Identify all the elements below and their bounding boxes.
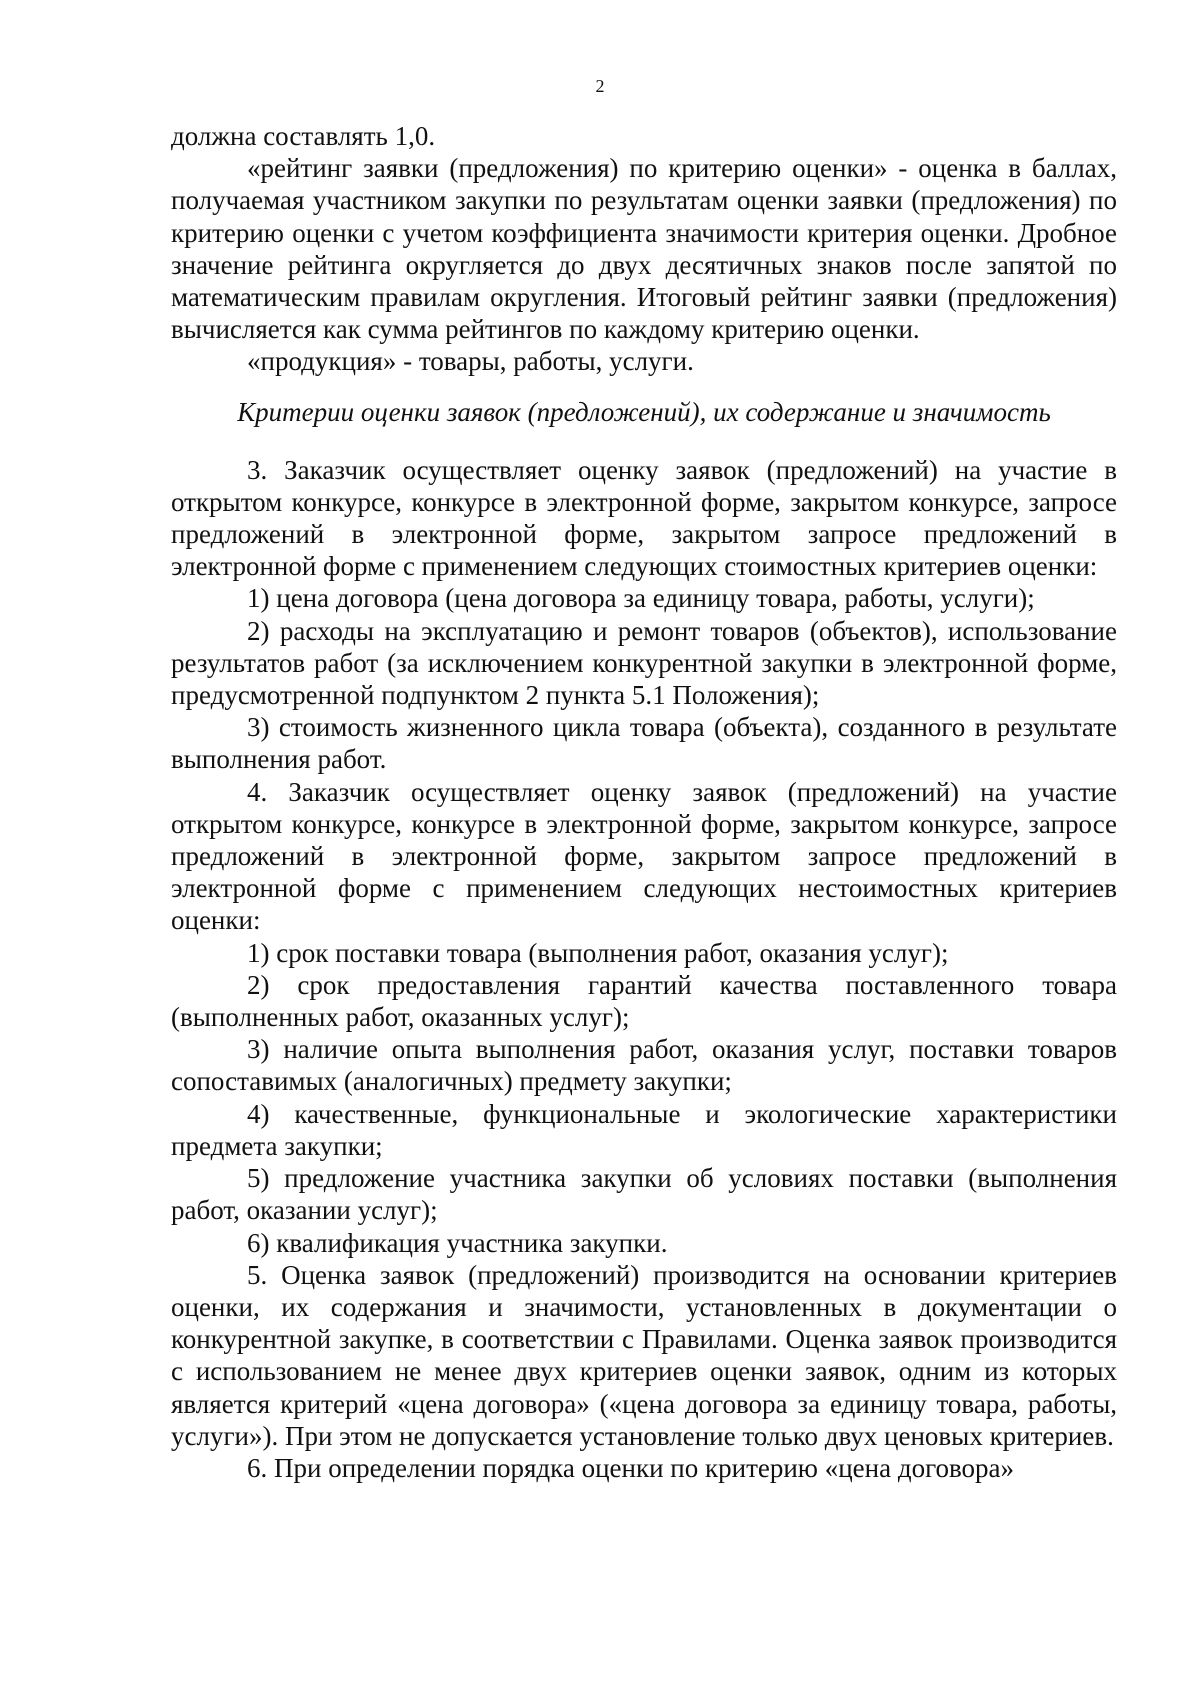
paragraph: «продукция» - товары, работы, услуги.: [247, 346, 694, 377]
section-heading: Критерии оценки заявок (предложений), их содержание и значимость: [237, 396, 1051, 427]
paragraph: «рейтинг заявки (предложения) по критерию оценки» - оценка в баллах, получаемая участником закупки по результатам оценки заявки (предложения) по критерию оценки с учетом коэффициента значимости критерия оценки. Дробное значение рейтинга округляется до двух десятичных знаков после запятой по математическим правилам округления. Итоговый рейтинг заявки (предложения) вычисляется как сумма рейтингов по каждому критерию оценки.: [171, 153, 1117, 345]
paragraph: должна составлять 1,0.: [171, 121, 436, 151]
paragraphs-after-heading: [171, 454, 1117, 1485]
paragraph: 5. Оценка заявок (предложений) производится на основании критериев оценки, их содержания и значимости, установленных в документации о конкурентной закупке, в соответствии с Правилами. Оценка заявок производится с использованием не менее двух критериев оценки заявок, одним из которых является критерий «цена договора» («цена договора за единицу товара, работы, услуги»). При этом не допускается установление только двух ценовых критериев.: [171, 1259, 1117, 1451]
paragraph: 5) предложение участника закупки об условиях поставки (выполнения работ, оказании услуг);: [171, 1163, 1117, 1226]
paragraph: 3. Заказчик осуществляет оценку заявок (предложений) на участие в открытом конкурсе, конкурсе в электронной форме, закрытом конкурсе, запросе предложений в электронной форме, закрытом запросе предложений в электронной форме с применением следующих стоимостных критериев оценки:: [171, 454, 1117, 582]
paragraph: 4. Заказчик осуществляет оценку заявок (предложений) на участие открытом конкурсе, конкурсе в электронной форме, закрытом конкурсе, запросе предложений в электронной форме, закрытом запросе предложений в электронной форме с применением следующих нестоимостных критериев оценки:: [171, 776, 1117, 936]
document-body: [171, 120, 1117, 1484]
paragraph: 1) срок поставки товара (выполнения работ, оказания услуг);: [247, 937, 949, 968]
paragraph: 2) расходы на эксплуатацию и ремонт товаров (объектов), использование результатов работ (за исключением конкурентной закупки в электронной форме, предусмотренной подпунктом 2 пункта 5.1 Положения);: [171, 615, 1117, 711]
page-number: 2: [595, 76, 605, 96]
paragraph: 3) стоимость жизненного цикла товара (объекта), созданного в результате выполнения работ.: [171, 712, 1117, 775]
paragraph: 2) срок предоставления гарантий качества поставленного товара (выполненных работ, оказанных услуг);: [171, 969, 1117, 1033]
paragraph: 4) качественные, функциональные и экологические характеристики предмета закупки;: [171, 1098, 1117, 1161]
paragraph: 6. При определении порядка оценки по критерию «цена договора»: [247, 1452, 1015, 1483]
paragraph: 3) наличие опыта выполнения работ, оказания услуг, поставки товаров сопоставимых (аналогичных) предмету закупки;: [171, 1034, 1117, 1097]
paragraph: 6) квалификация участника закупки.: [247, 1227, 668, 1258]
paragraph: 1) цена договора (цена договора за единицу товара, работы, услуги);: [247, 583, 1035, 614]
paragraphs-before-heading: [171, 120, 1117, 378]
